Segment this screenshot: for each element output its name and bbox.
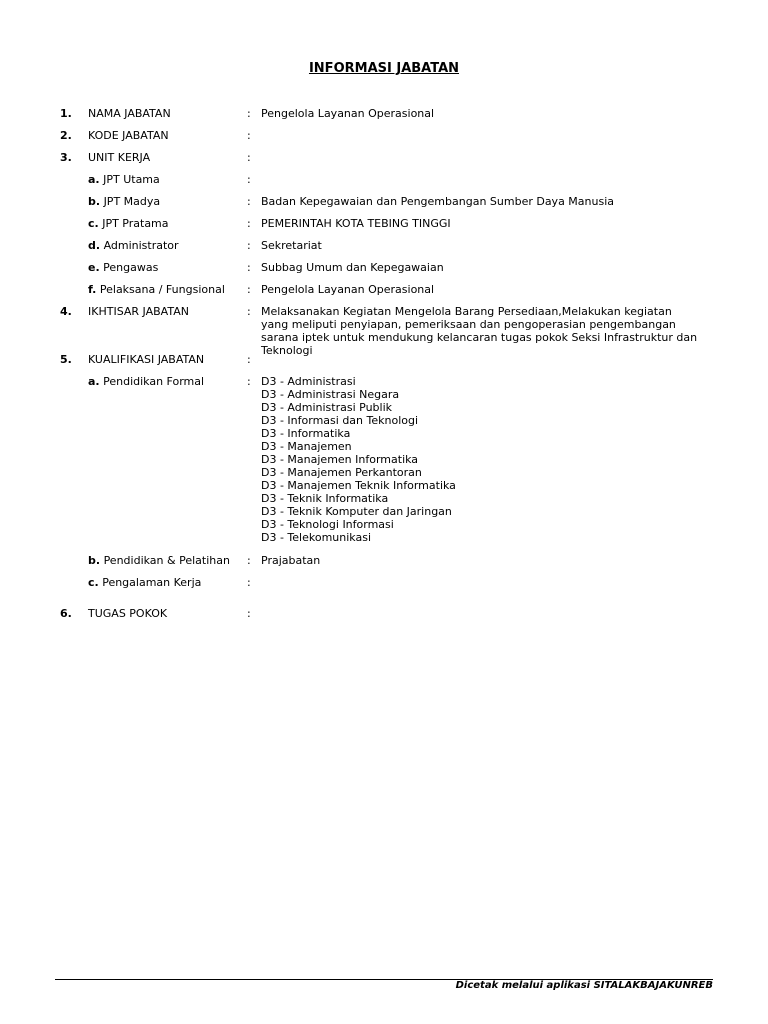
item-number: 5. — [60, 353, 72, 366]
sub-label: Pengalaman Kerja — [102, 576, 202, 589]
colon: : — [247, 129, 251, 142]
item-label: TUGAS POKOK — [88, 607, 168, 620]
item-number: 3. — [60, 151, 72, 164]
pendidikan-formal-list — [261, 375, 721, 544]
education-item: D3 - Telekomunikasi — [261, 531, 371, 544]
sub-value: Prajabatan — [261, 554, 321, 567]
item-value: Melaksanakan Kegiatan Mengelola Barang Persediaan,Melakukan kegiatan yang meliputi penyiapan, pemeriksaan dan pengoperasian pengembangan sarana iptek untuk mendukung kelancaran tugas pokok Seksi Infrastruktur dan Teknologi — [261, 305, 698, 357]
item-label: IKHTISAR JABATAN — [88, 305, 189, 318]
sub-letter: a. — [88, 173, 100, 186]
colon: : — [247, 151, 251, 164]
sub-value: Badan Kepegawaian dan Pengembangan Sumber Daya Manusia — [261, 195, 615, 208]
education-item: D3 - Administrasi Negara — [261, 388, 400, 401]
item-number: 1. — [60, 107, 72, 120]
sub-letter: e. — [88, 261, 100, 274]
colon: : — [247, 375, 251, 388]
sub-value: Sekretariat — [261, 239, 322, 252]
item-value: Pengelola Layanan Operasional — [261, 107, 435, 120]
education-item: D3 - Administrasi Publik — [261, 401, 393, 414]
item-number: 2. — [60, 129, 72, 142]
sub-letter: b. — [88, 554, 101, 567]
education-item: D3 - Teknik Informatika — [261, 492, 389, 505]
sub-label: JPT Pratama — [102, 217, 169, 230]
colon: : — [247, 173, 251, 186]
sub-letter: f. — [88, 283, 97, 296]
colon: : — [247, 217, 251, 230]
colon: : — [247, 305, 251, 318]
sub-letter: a. — [88, 375, 100, 388]
sub-label: JPT Utama — [103, 173, 160, 186]
item-label: UNIT KERJA — [88, 151, 151, 164]
education-item: D3 - Manajemen — [261, 440, 352, 453]
sub-value: Subbag Umum dan Kepegawaian — [261, 261, 444, 274]
education-item: D3 - Manajemen Teknik Informatika — [261, 479, 456, 492]
education-item: D3 - Informatika — [261, 427, 351, 440]
document-title: INFORMASI JABATAN — [308, 61, 460, 76]
sub-letter: c. — [88, 217, 99, 230]
item-label: KUALIFIKASI JABATAN — [88, 353, 205, 366]
education-item: D3 - Manajemen Perkantoran — [261, 466, 422, 479]
colon: : — [247, 554, 251, 567]
footer-print-note: Dicetak melalui aplikasi SITALAKBAJAKUNREB — [455, 980, 713, 991]
colon: : — [247, 576, 251, 589]
sub-letter: d. — [88, 239, 101, 252]
education-item: D3 - Informasi dan Teknologi — [261, 414, 419, 427]
colon: : — [247, 239, 251, 252]
colon: : — [247, 261, 251, 274]
item-label: KODE JABATAN — [88, 129, 169, 142]
colon: : — [247, 353, 251, 366]
sub-value: Pengelola Layanan Operasional — [261, 283, 435, 296]
colon: : — [247, 107, 251, 120]
sub-label: Pendidikan & Pelatihan — [103, 554, 230, 567]
sub-label: Administrator — [103, 239, 179, 252]
colon: : — [247, 607, 251, 620]
colon: : — [247, 195, 251, 208]
sub-letter: c. — [88, 576, 99, 589]
sub-letter: b. — [88, 195, 101, 208]
sub-label: JPT Madya — [103, 195, 161, 208]
sub-label: Pelaksana / Fungsional — [99, 283, 225, 296]
colon: : — [247, 283, 251, 296]
sub-label: Pengawas — [103, 261, 159, 274]
item-label: NAMA JABATAN — [88, 107, 171, 120]
sub-label: Pendidikan Formal — [103, 375, 205, 388]
education-item: D3 - Teknologi Informasi — [261, 518, 394, 531]
sub-value: PEMERINTAH KOTA TEBING TINGGI — [261, 217, 451, 230]
item-number: 4. — [60, 305, 72, 318]
education-item: D3 - Teknik Komputer dan Jaringan — [261, 505, 452, 518]
education-item: D3 - Manajemen Informatika — [261, 453, 419, 466]
item-number: 6. — [60, 607, 72, 620]
education-item: D3 - Administrasi — [261, 375, 356, 388]
